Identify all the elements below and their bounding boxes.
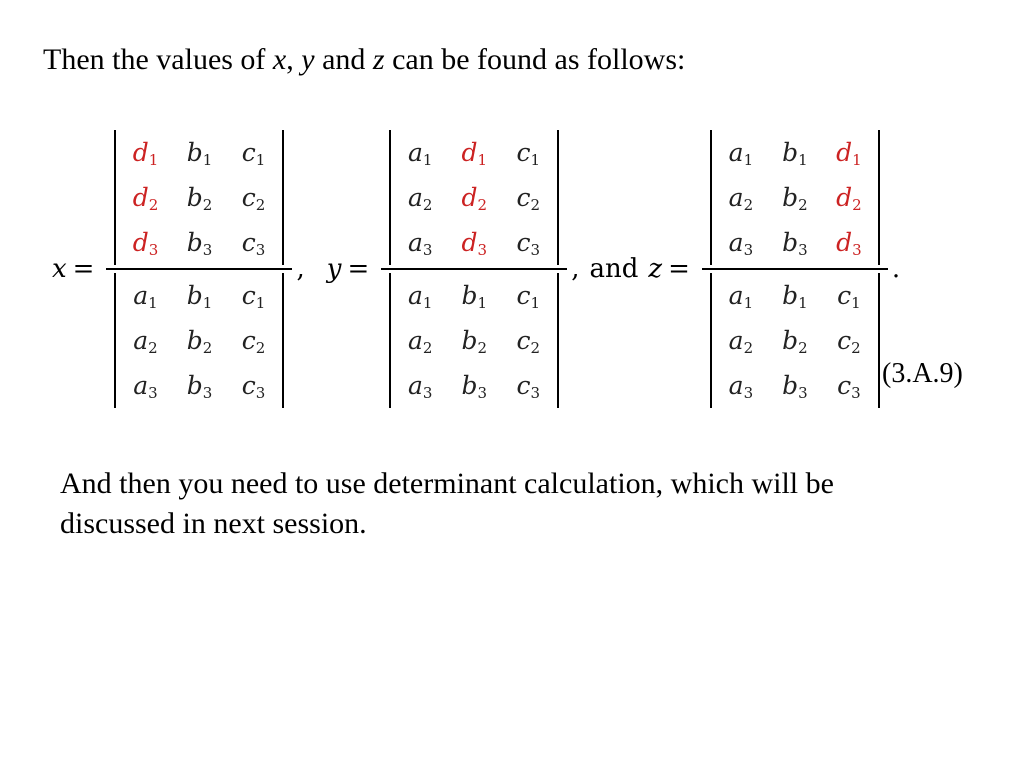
comma: , [296, 254, 305, 284]
determinant-entry: $d_1$ [836, 138, 862, 169]
determinant-entry: $a_2$ [408, 183, 433, 214]
fraction-bar [702, 268, 888, 270]
determinant-entry: $b_1$ [782, 281, 808, 312]
determinant-entry: $c_1$ [837, 281, 861, 312]
determinant-entry: $b_3$ [782, 228, 808, 259]
y-denominator-determinant [389, 273, 559, 408]
determinant-entry: $d_1$ [132, 138, 159, 169]
determinant-entry: $b_2$ [461, 326, 488, 357]
determinant-entry: $d_2$ [836, 183, 862, 214]
period: . [891, 254, 901, 284]
determinant-entry: $a_1$ [728, 138, 754, 169]
determinant-entry: $c_3$ [837, 371, 861, 402]
z-lhs [648, 254, 690, 284]
determinant-entry: $d_3$ [836, 228, 862, 259]
intro-text-part: , [286, 43, 302, 76]
determinant-entry: $a_3$ [728, 371, 754, 402]
determinant-entry: $b_1$ [186, 281, 213, 312]
determinant-entry: $a_1$ [408, 281, 433, 312]
determinant-entry: $d_2$ [461, 183, 488, 214]
determinant-entry: $b_3$ [186, 228, 213, 259]
determinant-entry: $a_1$ [728, 281, 754, 312]
intro-text-part: and [314, 43, 373, 76]
variable-y: y [301, 43, 315, 76]
comma: , [571, 254, 580, 284]
determinant-entry: $b_2$ [186, 326, 213, 357]
determinant-entry: $c_1$ [241, 138, 266, 169]
x-lhs [52, 254, 94, 284]
intro-text-part: Then the values of [43, 43, 273, 76]
determinant-entry: $c_1$ [241, 281, 266, 312]
equation-number: (3.A.9) [882, 358, 963, 389]
determinant-entry: $b_2$ [186, 183, 213, 214]
cramers-rule-equation [52, 130, 900, 408]
determinant-entry: $c_1$ [516, 138, 541, 169]
determinant-entry: $a_1$ [133, 281, 158, 312]
determinant-entry: $b_3$ [186, 371, 213, 402]
z-denominator-determinant [710, 273, 880, 408]
variable-z: z [372, 43, 385, 76]
determinant-entry: $d_3$ [132, 228, 159, 259]
equals-sign: = [668, 254, 690, 284]
determinant-entry: $c_1$ [516, 281, 541, 312]
determinant-entry: $c_2$ [241, 183, 266, 214]
y-lhs [327, 254, 370, 284]
determinant-entry: $a_1$ [408, 138, 433, 169]
determinant-entry: $b_1$ [186, 138, 213, 169]
fraction-bar [106, 268, 292, 270]
determinant-entry: $a_2$ [728, 183, 754, 214]
equals-sign: = [72, 254, 95, 284]
y-fraction [381, 130, 567, 408]
determinant-entry: $a_3$ [408, 371, 433, 402]
determinant-entry: $b_2$ [782, 183, 808, 214]
determinant-entry: $d_3$ [461, 228, 488, 259]
determinant-entry: $a_3$ [133, 371, 158, 402]
x-fraction [106, 130, 292, 408]
determinant-entry: $a_3$ [408, 228, 433, 259]
determinant-entry: $c_2$ [516, 183, 541, 214]
x-numerator-determinant [114, 130, 284, 265]
determinant-entry: $a_2$ [133, 326, 158, 357]
determinant-entry: $a_3$ [728, 228, 754, 259]
and-word: and [589, 254, 639, 284]
intro-text-part: can be found as follows: [384, 43, 686, 76]
determinant-entry: $a_2$ [728, 326, 754, 357]
determinant-entry: $c_2$ [837, 326, 861, 357]
determinant-entry: $c_2$ [516, 326, 541, 357]
determinant-entry: $c_3$ [241, 228, 266, 259]
intro-text [43, 40, 685, 80]
x-symbol: x [52, 254, 67, 284]
equals-sign: = [347, 254, 370, 284]
x-denominator-determinant [114, 273, 284, 408]
variable-x: x [272, 43, 287, 76]
determinant-entry: $b_1$ [782, 138, 808, 169]
z-numerator-determinant [710, 130, 880, 265]
z-symbol: z [648, 254, 663, 284]
determinant-entry: $b_2$ [782, 326, 808, 357]
determinant-entry: $b_1$ [461, 281, 488, 312]
determinant-entry: $d_2$ [132, 183, 159, 214]
determinant-entry: $c_3$ [516, 228, 541, 259]
determinant-entry: $d_1$ [461, 138, 488, 169]
z-fraction [702, 130, 888, 408]
y-numerator-determinant [389, 130, 559, 265]
determinant-entry: $c_2$ [241, 326, 266, 357]
determinant-entry: $c_3$ [516, 371, 541, 402]
y-symbol: y [326, 254, 342, 284]
determinant-entry: $a_2$ [408, 326, 433, 357]
determinant-entry: $b_3$ [782, 371, 808, 402]
determinant-entry: $c_3$ [241, 371, 266, 402]
fraction-bar [381, 268, 567, 270]
follow-up-text: And then you need to use determinant calculation, which will be discussed in next session. [60, 467, 834, 540]
determinant-entry: $b_3$ [461, 371, 488, 402]
